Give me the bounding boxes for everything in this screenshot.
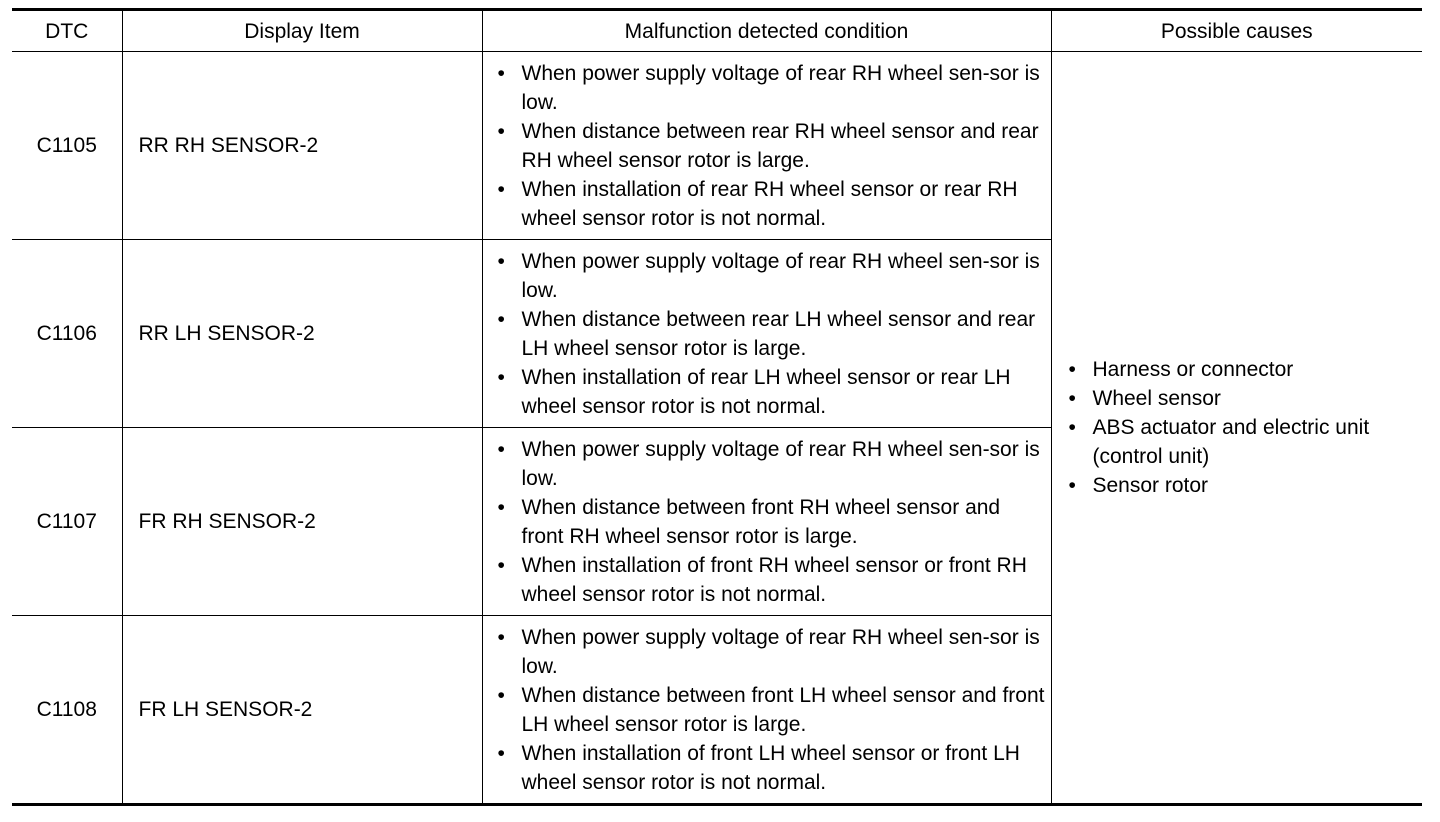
condition-item: [495, 739, 1045, 797]
condition-item: [495, 551, 1045, 609]
dtc-code: C1108: [12, 616, 122, 805]
condition-item: [495, 363, 1045, 421]
bullet-icon: •: [1068, 474, 1076, 497]
condition-item: [495, 623, 1045, 681]
bullet-icon: •: [1068, 387, 1076, 410]
display-item: RR RH SENSOR-2: [122, 52, 482, 240]
bullet-icon: •: [497, 553, 505, 577]
bullet-icon: •: [497, 365, 505, 389]
condition-item: [495, 435, 1045, 493]
condition-list: [495, 623, 1045, 797]
condition-list: [495, 59, 1045, 233]
cause-text: Sensor rotor: [1092, 474, 1209, 497]
cause-item: [1066, 384, 1417, 413]
bullet-icon: •: [497, 119, 505, 143]
cause-item: [1066, 413, 1417, 471]
header-malfunction-condition: Malfunction detected condition: [482, 10, 1051, 52]
dtc-code: C1106: [12, 240, 122, 428]
header-possible-causes: Possible causes: [1051, 10, 1422, 52]
condition-text: When power supply voltage of rear RH wheel sen-sor is low.: [521, 61, 1040, 114]
condition-text: When power supply voltage of rear RH wheel sen-sor is low.: [521, 625, 1040, 678]
cause-text: ABS actuator and electric unit (control unit): [1092, 416, 1370, 468]
condition-item: [495, 493, 1045, 551]
condition-list: [495, 435, 1045, 609]
condition-text: When distance between rear LH wheel sensor and rear LH wheel sensor rotor is large.: [521, 307, 1036, 360]
bullet-icon: •: [497, 683, 505, 707]
condition-text: When distance between front RH wheel sensor and front RH wheel sensor rotor is large.: [521, 495, 1001, 548]
bullet-icon: •: [497, 177, 505, 201]
header-display-item: Display Item: [122, 10, 482, 52]
condition-text: When power supply voltage of rear RH wheel sen-sor is low.: [521, 249, 1040, 302]
condition-list: [495, 247, 1045, 421]
condition-item: [495, 117, 1045, 175]
bullet-icon: •: [1068, 416, 1076, 439]
condition-text: When installation of rear RH wheel sensor or rear RH wheel sensor rotor is not normal.: [521, 177, 1018, 230]
condition-item: [495, 175, 1045, 233]
causes-list: [1066, 355, 1417, 500]
condition-item: [495, 305, 1045, 363]
dtc-code: C1105: [12, 52, 122, 240]
condition-text: When installation of front RH wheel sensor or front RH wheel sensor rotor is not normal.: [521, 553, 1027, 606]
cause-item: [1066, 355, 1417, 384]
bullet-icon: •: [497, 625, 505, 649]
condition-text: When installation of rear LH wheel sensor or rear LH wheel sensor rotor is not normal.: [521, 365, 1011, 418]
condition-cell: [482, 240, 1051, 428]
bullet-icon: •: [497, 61, 505, 85]
header-row: [12, 10, 1422, 52]
header-dtc: DTC: [12, 10, 122, 52]
condition-text: When distance between front LH wheel sensor and front LH wheel sensor rotor is large.: [521, 683, 1045, 736]
condition-text: When power supply voltage of rear RH wheel sen-sor is low.: [521, 437, 1040, 490]
condition-item: [495, 59, 1045, 117]
possible-causes-cell: [1051, 52, 1422, 805]
cause-text: Wheel sensor: [1092, 387, 1221, 410]
condition-item: [495, 247, 1045, 305]
condition-text: When installation of front LH wheel sensor or front LH wheel sensor rotor is not normal.: [521, 741, 1020, 794]
cause-text: Harness or connector: [1092, 358, 1294, 381]
display-item: FR LH SENSOR-2: [122, 616, 482, 805]
bullet-icon: •: [497, 307, 505, 331]
bullet-icon: •: [497, 741, 505, 765]
dtc-table: [12, 8, 1422, 806]
bullet-icon: •: [497, 495, 505, 519]
condition-item: [495, 681, 1045, 739]
condition-text: When distance between rear RH wheel sensor and rear RH wheel sensor rotor is large.: [521, 119, 1039, 172]
bullet-icon: •: [497, 437, 505, 461]
display-item: FR RH SENSOR-2: [122, 428, 482, 616]
condition-cell: [482, 428, 1051, 616]
bullet-icon: •: [497, 249, 505, 273]
dtc-code: C1107: [12, 428, 122, 616]
bullet-icon: •: [1068, 358, 1076, 381]
display-item: RR LH SENSOR-2: [122, 240, 482, 428]
condition-cell: [482, 52, 1051, 240]
table-row: [12, 52, 1422, 240]
condition-cell: [482, 616, 1051, 805]
cause-item: [1066, 471, 1417, 500]
